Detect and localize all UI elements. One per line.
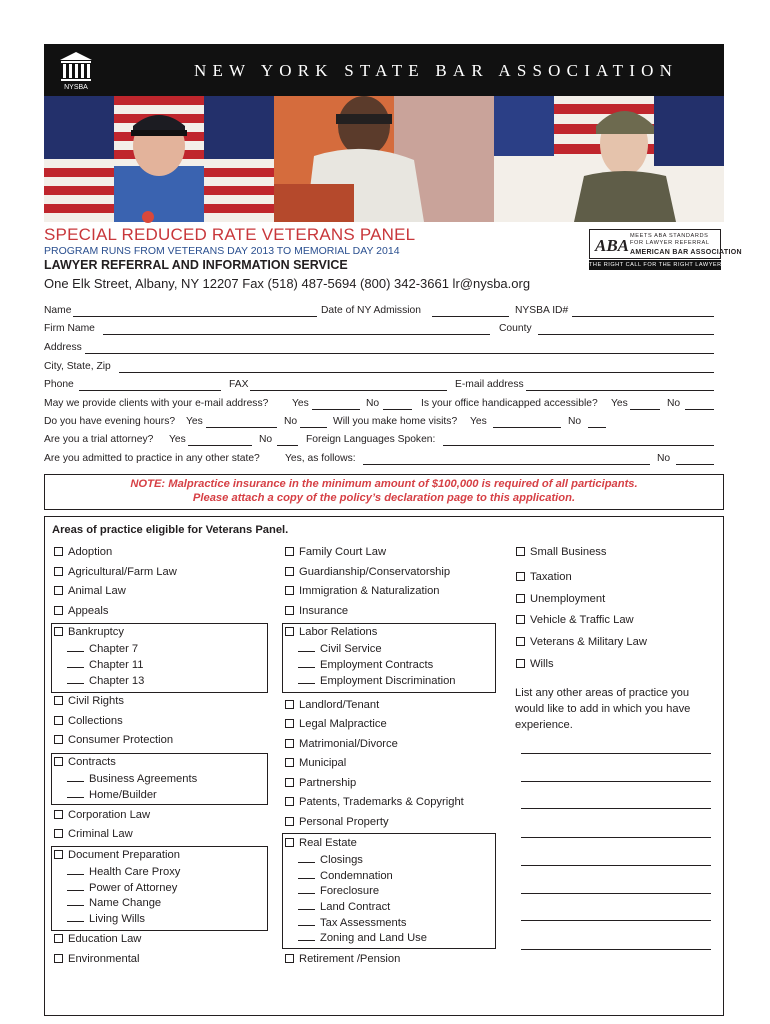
page-title: SPECIAL REDUCED RATE VETERANS PANEL	[44, 225, 416, 244]
phone-label: Phone	[44, 379, 74, 390]
nysba-id-label: NYSBA ID#	[515, 305, 569, 316]
admission-field[interactable]	[432, 316, 509, 317]
area-legal-malpractice[interactable]: Legal Malpractice	[285, 718, 387, 733]
evening-yes-label: Yes	[186, 416, 203, 427]
city-field[interactable]	[119, 372, 714, 373]
form-row-address	[44, 342, 714, 357]
email-yes-field[interactable]	[312, 409, 360, 410]
area-municipal[interactable]: Municipal	[285, 757, 346, 772]
area-unemployment[interactable]: Unemployment	[516, 593, 605, 608]
aba-standards: MEETS ABA STANDARDS FOR LAWYER REFERRAL	[630, 233, 710, 246]
checkbox[interactable]	[516, 659, 525, 668]
other-area-line-6[interactable]	[521, 893, 711, 894]
sub-condemnation[interactable]: Condemnation	[298, 869, 393, 882]
area-family-court[interactable]: Family Court Law	[285, 546, 386, 561]
area-taxation[interactable]: Taxation	[516, 571, 572, 586]
trial-question: Are you a trial attorney?	[44, 434, 154, 445]
sub-business-agreements[interactable]: Business Agreements	[67, 772, 197, 785]
admitted-question: Are you admitted to practice in any other state?	[44, 453, 260, 464]
area-matrimonial[interactable]: Matrimonial/Divorce	[285, 738, 398, 753]
svg-text:ABA: ABA	[595, 236, 630, 255]
area-partnership[interactable]: Partnership	[285, 777, 356, 792]
form-row-city	[44, 361, 714, 376]
area-corporation-law[interactable]: Corporation Law	[54, 809, 150, 824]
checkbox[interactable]	[285, 954, 294, 963]
checkbox[interactable]	[516, 572, 525, 581]
email-label: E-mail address	[455, 379, 524, 390]
checkbox[interactable]	[54, 567, 63, 576]
checkbox[interactable]	[285, 567, 294, 576]
address-label: Address	[44, 342, 82, 353]
sub-chapter-13[interactable]: Chapter 13	[67, 674, 144, 687]
checkbox[interactable]	[285, 817, 294, 826]
area-agricultural[interactable]: Agricultural/Farm Law	[54, 566, 177, 581]
admitted-no-field[interactable]	[676, 464, 714, 465]
languages-label: Foreign Languages Spoken:	[306, 434, 436, 445]
svg-text:NYSBA: NYSBA	[64, 84, 88, 91]
aba-badge	[589, 229, 742, 270]
area-consumer-protection[interactable]: Consumer Protection	[54, 734, 173, 749]
other-area-line-1[interactable]	[521, 753, 711, 754]
nysba-id-field[interactable]	[572, 316, 714, 317]
sub-employment-contracts[interactable]: Employment Contracts	[298, 658, 433, 671]
note-line-1: NOTE: Malpractice insurance in the minimum amount of $100,000 is required of all participants.	[130, 478, 638, 490]
checkbox[interactable]	[285, 606, 294, 615]
evening-question: Do you have evening hours?	[44, 416, 176, 427]
area-criminal-law[interactable]: Criminal Law	[54, 828, 133, 843]
sub-employment-discrimination[interactable]: Employment Discrimination	[298, 674, 456, 687]
checkbox[interactable]	[54, 934, 63, 943]
area-retirement-pension[interactable]: Retirement /Pension	[285, 953, 400, 968]
sub-closings[interactable]: Closings	[298, 853, 363, 866]
area-bankruptcy[interactable]: Bankruptcy	[54, 626, 124, 641]
area-personal-property[interactable]: Personal Property	[285, 816, 389, 831]
checkbox[interactable]	[285, 778, 294, 787]
evening-yes-field[interactable]	[206, 427, 277, 428]
note-line-2: Please attach a copy of the policy’s declaration page to this application.	[192, 492, 576, 504]
area-insurance[interactable]: Insurance	[285, 605, 348, 620]
handicap-no-label: No	[667, 398, 681, 409]
email-no-field[interactable]	[383, 409, 412, 410]
name-label: Name	[44, 305, 72, 316]
address-field[interactable]	[85, 353, 714, 354]
form-row-evening	[44, 416, 714, 431]
checkbox[interactable]	[54, 606, 63, 615]
email-permission-question: May we provide clients with your e-mail address?	[44, 398, 269, 409]
area-animal-law[interactable]: Animal Law	[54, 585, 126, 600]
trial-no-field[interactable]	[277, 445, 298, 446]
aba-tagline: THE RIGHT CALL FOR THE RIGHT LAWYER	[589, 262, 722, 268]
area-adoption[interactable]: Adoption	[54, 546, 112, 561]
area-contracts[interactable]: Contracts	[54, 756, 116, 771]
sub-zoning[interactable]: Zoning and Land Use	[298, 931, 427, 944]
checkbox[interactable]	[285, 627, 294, 636]
area-patents[interactable]: Patents, Trademarks & Copyright	[285, 796, 464, 811]
area-immigration[interactable]: Immigration & Naturalization	[285, 585, 440, 600]
organization-name: NEW YORK STATE BAR ASSOCIATION	[194, 61, 679, 80]
sub-foreclosure[interactable]: Foreclosure	[298, 884, 379, 897]
evening-no-field[interactable]	[300, 427, 327, 428]
sub-power-of-attorney[interactable]: Power of Attorney	[67, 881, 177, 894]
form-row-name	[44, 305, 714, 320]
home-yes-field[interactable]	[493, 427, 561, 428]
area-vehicle-traffic[interactable]: Vehicle & Traffic Law	[516, 614, 634, 629]
name-field[interactable]	[73, 316, 317, 317]
fax-label: FAX	[229, 379, 249, 390]
home-no-field[interactable]	[588, 427, 606, 428]
other-area-line-3[interactable]	[521, 808, 711, 809]
checkbox[interactable]	[285, 586, 294, 595]
checkbox[interactable]	[54, 810, 63, 819]
trial-no-label: No	[259, 434, 273, 445]
sub-tax-assessments[interactable]: Tax Assessments	[298, 916, 406, 929]
practice-areas-title: Areas of practice eligible for Veterans Panel.	[52, 524, 289, 536]
admitted-states-field[interactable]	[363, 464, 650, 465]
handicap-question: Is your office handicapped accessible?	[421, 398, 598, 409]
handicap-yes-field[interactable]	[630, 409, 660, 410]
checkbox[interactable]	[516, 594, 525, 603]
area-small-business[interactable]: Small Business	[516, 546, 606, 561]
checkbox[interactable]	[516, 547, 525, 556]
veterans-photo-banner	[44, 96, 724, 222]
sub-living-wills[interactable]: Living Wills	[67, 912, 145, 925]
other-area-line-2[interactable]	[521, 781, 711, 782]
fax-field[interactable]	[250, 390, 447, 391]
checkbox[interactable]	[54, 696, 63, 705]
sub-land-contract[interactable]: Land Contract	[298, 900, 390, 913]
firm-field[interactable]	[103, 334, 490, 335]
area-civil-rights[interactable]: Civil Rights	[54, 695, 124, 710]
checkbox[interactable]	[285, 719, 294, 728]
form-row-phone	[44, 379, 714, 394]
other-area-line-5[interactable]	[521, 865, 711, 866]
checkbox[interactable]	[516, 615, 525, 624]
trial-yes-label: Yes	[169, 434, 186, 445]
practice-areas-box	[44, 516, 724, 1016]
admitted-yes-label: Yes, as follows:	[285, 453, 356, 464]
sub-civil-service[interactable]: Civil Service	[298, 642, 382, 655]
checkbox[interactable]	[54, 547, 63, 556]
form-row-admitted	[44, 453, 714, 468]
checkbox[interactable]	[54, 954, 63, 963]
other-areas-prompt: List any other areas of practice you would like to add in which you have experience.	[515, 687, 691, 731]
other-area-line-7[interactable]	[521, 920, 711, 921]
area-guardianship[interactable]: Guardianship/Conservatorship	[285, 566, 450, 581]
trial-yes-field[interactable]	[188, 445, 252, 446]
firm-label: Firm Name	[44, 323, 95, 334]
handicap-no-field[interactable]	[685, 409, 714, 410]
admitted-no-label: No	[657, 453, 671, 464]
form-row-trial	[44, 434, 714, 449]
city-label: City, State, Zip	[44, 361, 111, 372]
courthouse-logo-icon	[58, 50, 94, 90]
form-row-firm	[44, 323, 714, 338]
email-no-label: No	[366, 398, 380, 409]
checkbox[interactable]	[285, 758, 294, 767]
aba-logo-icon	[595, 234, 630, 255]
checkbox[interactable]	[285, 547, 294, 556]
header-bar	[44, 44, 724, 96]
area-education-law[interactable]: Education Law	[54, 933, 141, 948]
phone-field[interactable]	[79, 390, 221, 391]
checkbox[interactable]	[54, 850, 63, 859]
program-dates: PROGRAM RUNS FROM VETERANS DAY 2013 TO MEMORIAL DAY 2014	[44, 245, 400, 257]
checkbox[interactable]	[54, 735, 63, 744]
area-document-preparation[interactable]: Document Preparation	[54, 849, 180, 864]
aba-name: AMERICAN BAR ASSOCIATION	[630, 249, 742, 256]
handicap-yes-label: Yes	[611, 398, 628, 409]
checkbox[interactable]	[54, 829, 63, 838]
area-collections[interactable]: Collections	[54, 715, 123, 730]
area-wills[interactable]: Wills	[516, 658, 554, 673]
malpractice-note	[44, 474, 724, 510]
other-area-line-4[interactable]	[521, 837, 711, 838]
area-veterans-military[interactable]: Veterans & Military Law	[516, 636, 647, 651]
home-visit-question: Will you make home visits?	[333, 416, 458, 427]
sub-chapter-7[interactable]: Chapter 7	[67, 642, 138, 655]
checkbox[interactable]	[285, 838, 294, 847]
sub-health-care-proxy[interactable]: Health Care Proxy	[67, 865, 180, 878]
county-label: County	[499, 323, 532, 334]
checkbox[interactable]	[54, 757, 63, 766]
area-environmental[interactable]: Environmental	[54, 953, 140, 968]
checkbox[interactable]	[516, 637, 525, 646]
checkbox[interactable]	[54, 586, 63, 595]
contact-info: One Elk Street, Albany, NY 12207 Fax (518) 487-5694 (800) 342-3661 lr@nysba.org	[44, 276, 531, 291]
languages-field[interactable]	[443, 445, 714, 446]
area-real-estate[interactable]: Real Estate	[285, 837, 357, 852]
other-area-line-8[interactable]	[521, 949, 711, 950]
checkbox[interactable]	[285, 739, 294, 748]
service-name: LAWYER REFERRAL AND INFORMATION SERVICE	[44, 258, 348, 272]
area-landlord-tenant[interactable]: Landlord/Tenant	[285, 699, 379, 714]
home-no-label: No	[568, 416, 582, 427]
area-appeals[interactable]: Appeals	[54, 605, 108, 620]
county-field[interactable]	[538, 334, 714, 335]
email-yes-label: Yes	[292, 398, 309, 409]
home-yes-label: Yes	[470, 416, 487, 427]
area-labor-relations[interactable]: Labor Relations	[285, 626, 377, 641]
admission-label: Date of NY Admission	[321, 305, 421, 316]
form-row-email-permission	[44, 398, 714, 413]
sub-home-builder[interactable]: Home/Builder	[67, 788, 157, 801]
evening-no-label: No	[284, 416, 298, 427]
sub-chapter-11[interactable]: Chapter 11	[67, 658, 144, 671]
sub-name-change[interactable]: Name Change	[67, 896, 161, 909]
checkbox[interactable]	[54, 716, 63, 725]
checkbox[interactable]	[54, 627, 63, 636]
email-field[interactable]	[526, 390, 714, 391]
checkbox[interactable]	[285, 797, 294, 806]
checkbox[interactable]	[285, 700, 294, 709]
